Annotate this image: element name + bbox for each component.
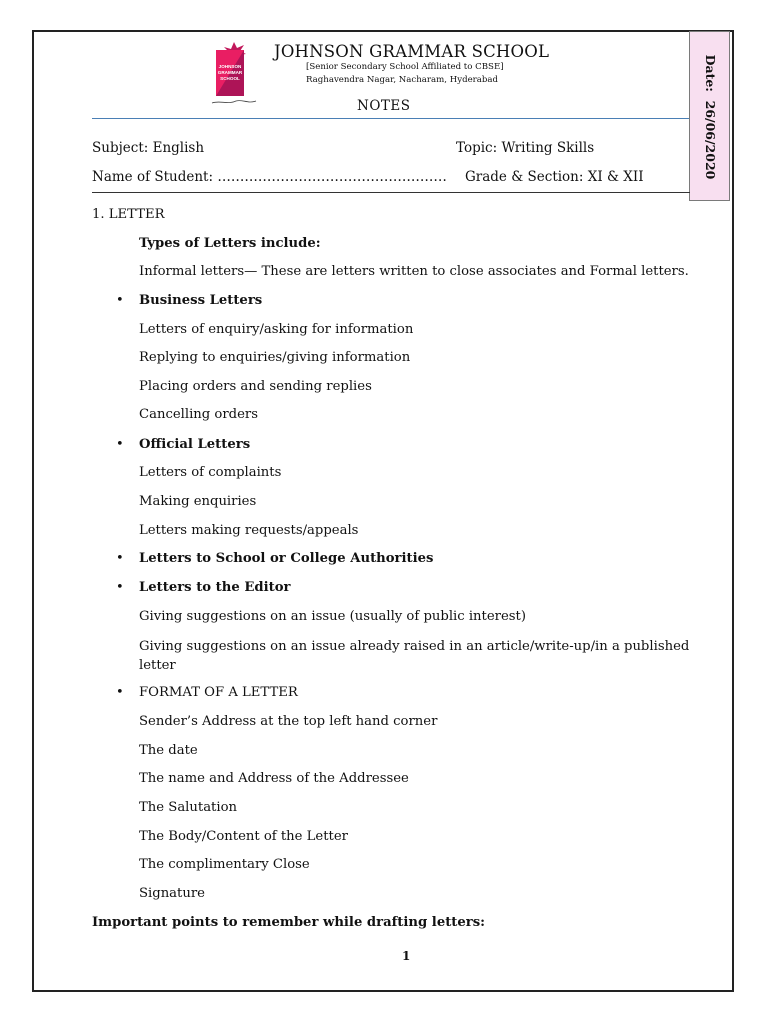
school-affiliation: [Senior Secondary School Affiliated to CBSE] bbox=[306, 62, 504, 72]
business-heading: Business Letters bbox=[139, 293, 263, 308]
list-item: The date bbox=[139, 743, 198, 758]
date-text bbox=[690, 32, 731, 202]
svg-text:SCHOOL: SCHOOL bbox=[220, 76, 240, 81]
list-item: Cancelling orders bbox=[139, 407, 258, 422]
list-item: Giving suggestions on an issue (usually of public interest) bbox=[139, 609, 526, 624]
list-item: Placing orders and sending replies bbox=[139, 379, 372, 394]
page-number: 1 bbox=[402, 949, 411, 963]
notes-label: NOTES bbox=[357, 98, 411, 114]
bullet-icon: • bbox=[116, 551, 124, 566]
subject-field: Subject: English bbox=[92, 140, 205, 156]
bullet-icon: • bbox=[116, 293, 124, 308]
list-item: Sender’s Address at the top left hand corner bbox=[139, 714, 438, 729]
school-name: JOHNSON GRAMMAR SCHOOL bbox=[274, 42, 550, 61]
student-name-field: Name of Student: …………………………………………… bbox=[92, 169, 447, 185]
important-points-heading: Important points to remember while drafting letters: bbox=[92, 915, 486, 930]
bullet-icon: • bbox=[116, 580, 124, 595]
section-title: 1. LETTER bbox=[92, 207, 165, 222]
list-item: Making enquiries bbox=[139, 494, 257, 509]
list-item: The complimentary Close bbox=[139, 857, 310, 872]
date-value: 26/06/2020 bbox=[703, 100, 718, 180]
official-heading: Official Letters bbox=[139, 437, 251, 452]
school-location: Raghavendra Nagar, Nacharam, Hyderabad bbox=[306, 75, 499, 85]
grade-section-field: Grade & Section: XI & XII bbox=[465, 169, 644, 185]
list-item: Letters of enquiry/asking for information bbox=[139, 322, 414, 337]
info-divider bbox=[92, 192, 690, 193]
list-item: Giving suggestions on an issue already raised in an article/write-up/in a published letter bbox=[139, 639, 690, 673]
list-item: The Body/Content of the Letter bbox=[139, 829, 348, 844]
list-item: Letters making requests/appeals bbox=[139, 523, 359, 538]
list-item: Signature bbox=[139, 886, 205, 901]
list-item: The name and Address of the Addressee bbox=[139, 771, 409, 786]
date-label: Date: bbox=[703, 54, 718, 92]
header-divider bbox=[92, 118, 690, 119]
types-heading: Types of Letters include: bbox=[139, 236, 321, 251]
svg-text:JOHNSON: JOHNSON bbox=[218, 64, 242, 69]
list-item: The Salutation bbox=[139, 800, 238, 815]
school-logo bbox=[208, 42, 260, 108]
school-authorities-heading: Letters to School or College Authorities bbox=[139, 551, 434, 566]
date-box bbox=[689, 31, 730, 201]
editor-heading: Letters to the Editor bbox=[139, 580, 291, 595]
list-item: Letters of complaints bbox=[139, 465, 282, 480]
informal-letters-text: Informal letters— These are letters written to close associates and Formal letters. bbox=[139, 264, 689, 279]
bullet-icon: • bbox=[116, 437, 124, 452]
list-item: Replying to enquiries/giving information bbox=[139, 350, 411, 365]
topic-field: Topic: Writing Skills bbox=[456, 140, 595, 156]
bullet-icon: • bbox=[116, 685, 124, 700]
format-heading: FORMAT OF A LETTER bbox=[139, 685, 298, 700]
svg-text:GRAMMAR: GRAMMAR bbox=[217, 70, 243, 75]
